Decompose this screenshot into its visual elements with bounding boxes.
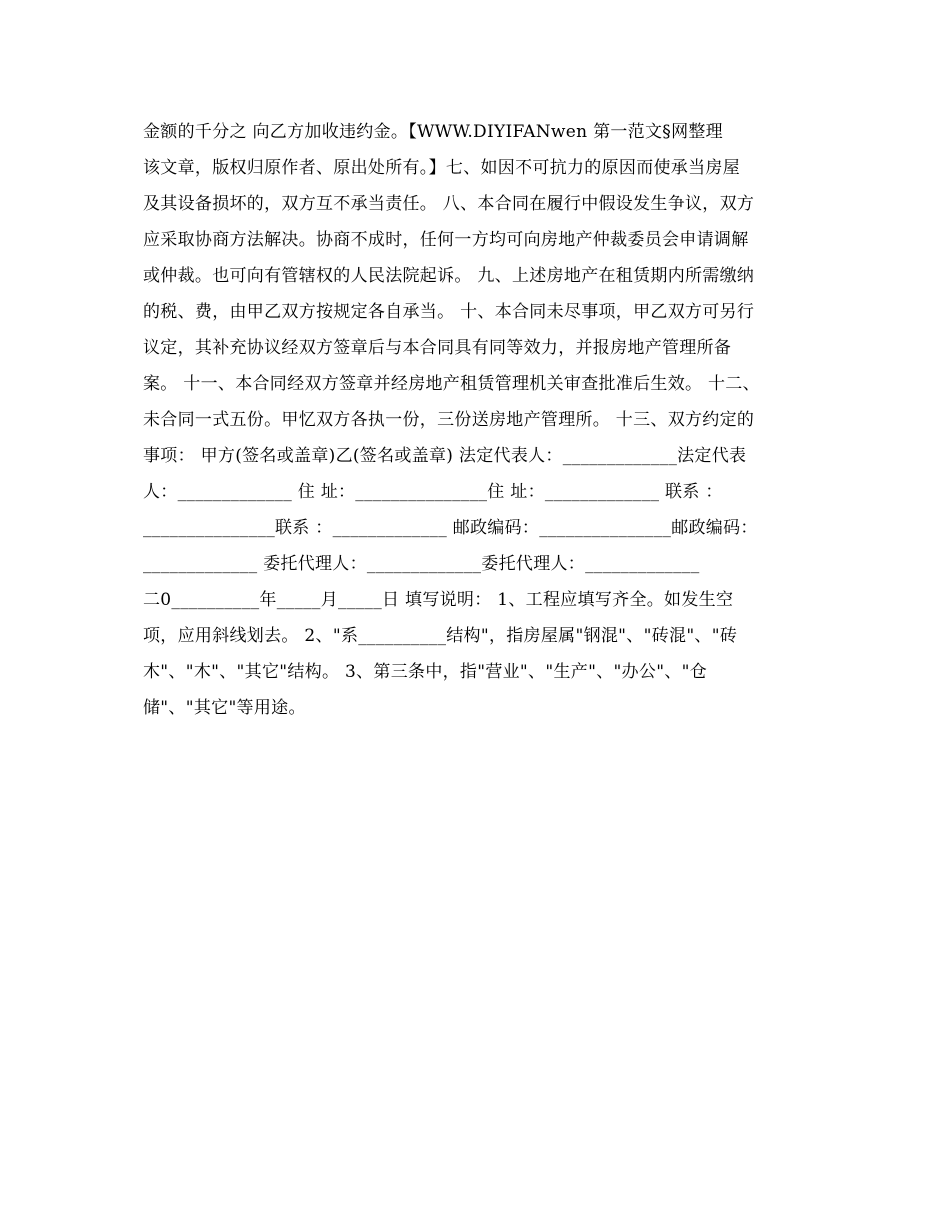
text-line-13: _____________ 委托代理人：_____________委托代理人：_____________ <box>143 554 700 574</box>
text-line-11: 人：_____________ 住 址：_______________住 址：_____________ 联系 ： <box>143 482 723 502</box>
contract-body-text <box>143 114 807 726</box>
text-line-10: 事项： 甲方(签名或盖章)乙(签名或盖章) 法定代表人：_____________法定代表 <box>143 446 747 466</box>
text-line-7: 议定，其补充协议经双方签章后与本合同具有同等效力，并报房地产管理所备 <box>143 338 732 358</box>
text-line-1: 金额的千分之 向乙方加收违约金。【WWW.DIYIFANwen 第一范文§网整理 <box>143 122 723 142</box>
text-line-4: 应采取协商方法解决。协商不成时，任何一方均可向房地产仲裁委员会申请调解 <box>143 230 749 250</box>
text-line-16: 木"、"木"、"其它"结构。 3、第三条中，指"营业"、"生产"、"办公"、"仓 <box>143 662 708 682</box>
text-line-3: 及其设备损坏的，双方互不承当责任。 八、本合同在履行中假设发生争议，双方 <box>143 194 755 214</box>
text-line-8: 案。 十一、本合同经双方签章并经房地产租赁管理机关审查批准后生效。 十二、 <box>143 374 760 394</box>
text-line-9: 未合同一式五份。甲忆双方各执一份，三份送房地产管理所。 十三、双方约定的 <box>143 410 755 430</box>
text-line-14: 二0__________年_____月_____日 填写说明： 1、工程应填写齐全。如发生空 <box>143 590 734 610</box>
text-line-17: 储"、"其它"等用途。 <box>143 698 306 718</box>
text-line-5: 或仲裁。也可向有管辖权的人民法院起诉。 九、上述房地产在租赁期内所需缴纳 <box>143 266 755 286</box>
text-line-12: _______________联系 ：_____________ 邮政编码：_______________邮政编码： <box>143 518 758 538</box>
text-line-15: 项，应用斜线划去。 2、"系__________结构"，指房屋属"钢混"、"砖混"、"砖 <box>143 626 738 646</box>
text-line-2: 该文章，版权归原作者、原出处所有。】七、如因不可抗力的原因而使承当房屋 <box>143 158 740 178</box>
text-line-6: 的税、费，由甲乙双方按规定各自承当。 十、本合同未尽事项，甲乙双方可另行 <box>143 302 755 322</box>
